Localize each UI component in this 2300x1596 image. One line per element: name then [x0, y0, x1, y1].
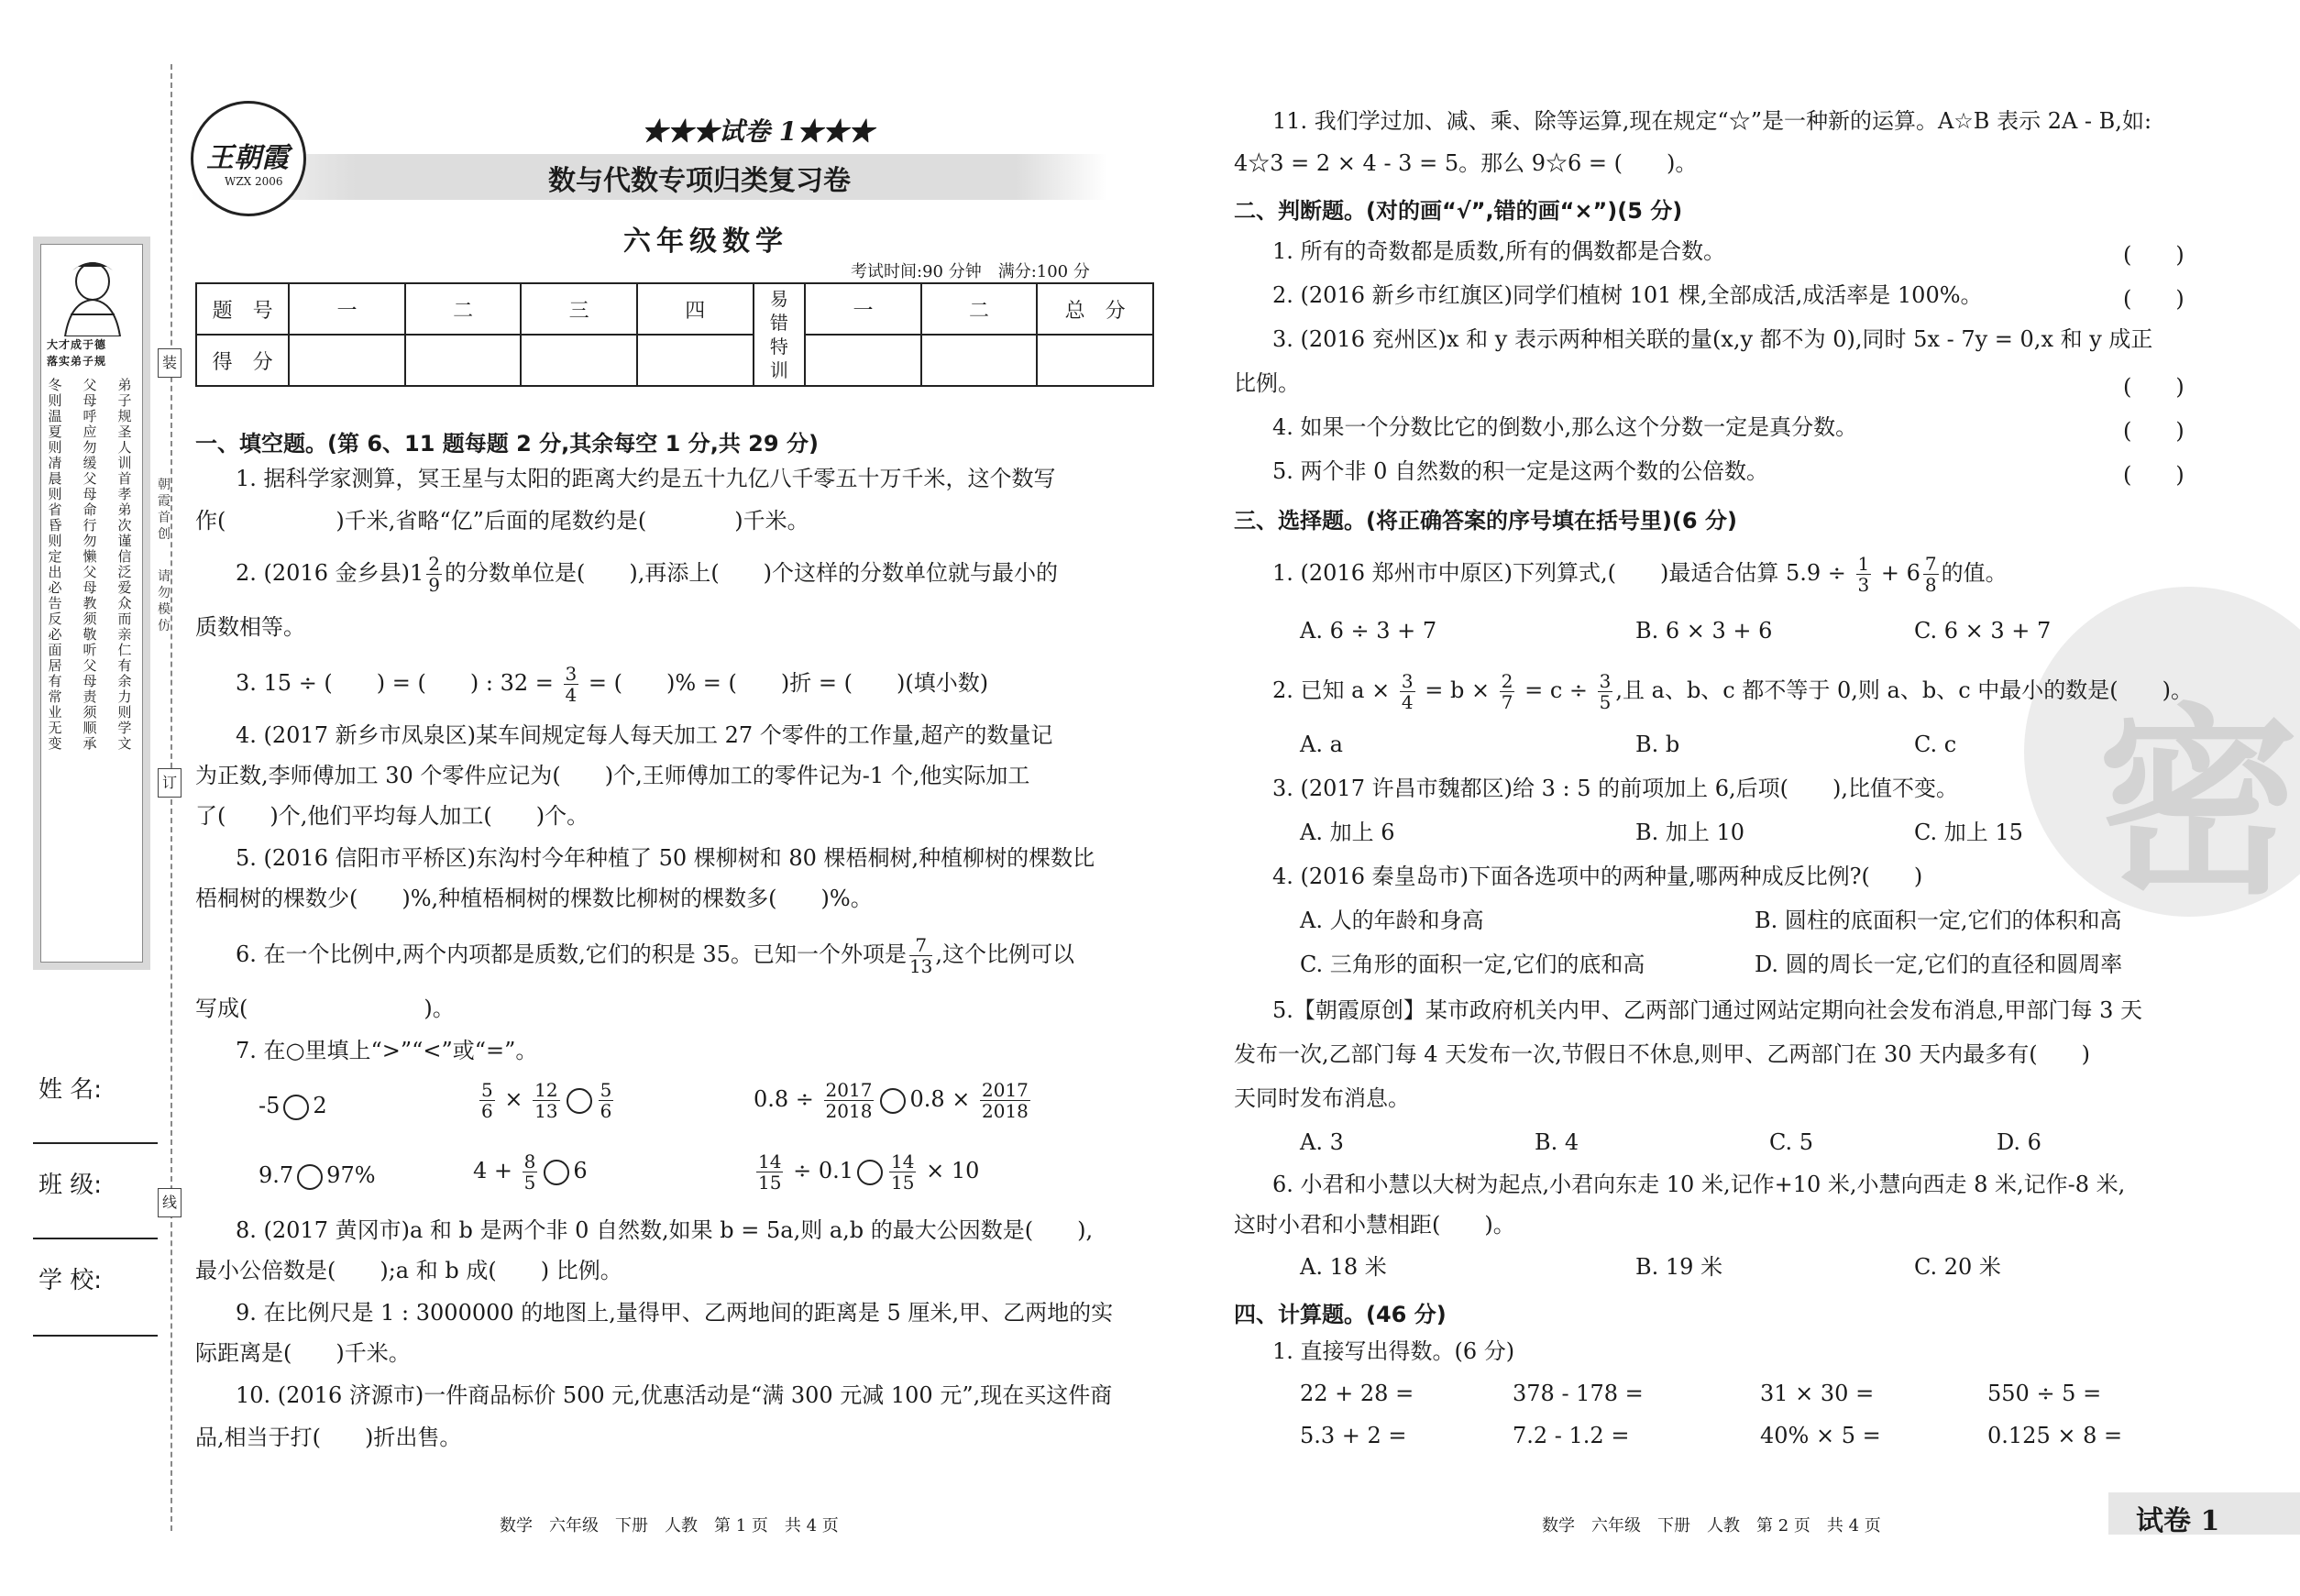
binding-mark-ding: 订 — [158, 768, 182, 798]
question-9-line-1: 9. 在比例尺是 1 : 3000000 的地图上,量得甲、乙两地间的距离是 5 厘米,甲、乙两地的实 — [236, 1300, 1114, 1326]
score-header-cell: 四 — [637, 283, 754, 335]
page-title: 数与代数专项归类复习卷 — [548, 165, 851, 197]
question-7-title: 7. 在○里填上“>”“<”或“=”。 — [236, 1038, 538, 1063]
fraction-3-4: $\frac{3}{4}$ — [565, 663, 578, 706]
right-page-footer: 数学 六年级 下册 人教 第 2 页 共 4 页 — [1542, 1516, 1881, 1535]
choice-3-option-b[interactable]: B. 加上 10 — [1635, 820, 1745, 845]
choice-3-option-a[interactable]: A. 加上 6 — [1300, 820, 1395, 845]
judge-5-answer[interactable]: ( ) — [2123, 462, 2184, 488]
question-8-line-1: 8. (2017 黄冈市)a 和 b 是两个非 0 自然数,如果 b = 5a,则 a,b 的最大公因数是( ), — [236, 1217, 1094, 1243]
judge-3-line-1: 3. (2016 兖州区)x 和 y 表示两种相关联的量(x,y 都不为 0),同时 5x - 7y = 0,x 和 y 成正 — [1272, 326, 2153, 352]
score-input-cell[interactable] — [405, 335, 522, 386]
logo-subtext: WZX 2006 — [225, 175, 283, 188]
calc-item[interactable]: 378 - 178 = — [1513, 1381, 1644, 1406]
question-11-line-1: 11. 我们学过加、减、乘、除等运算,现在规定“☆”是一种新的运算。A☆B 表示 2A - B,如: — [1272, 108, 2152, 134]
compare-item-3: 0.8 ÷ $\frac{2017}{2018}$ 0.8 × $\frac{2017}{2018}$ — [754, 1079, 1029, 1122]
question-6-line-2: 写成( )。 — [195, 996, 455, 1021]
question-1-line-1: 1. 据科学家测算，冥王星与太阳的距离大约是五十九亿八千零五十万千米，这个数写 — [236, 466, 1056, 491]
side-verse-col-3: 冬则温夏则凊晨则省昏则定出必告反必面居有常业无变 — [48, 377, 62, 752]
class-line[interactable] — [33, 1238, 158, 1239]
brand-logo — [191, 101, 306, 216]
choice-5-option-a[interactable]: A. 3 — [1300, 1129, 1344, 1155]
judge-2: 2. (2016 新乡市红旗区)同学们植树 101 棵,全部成活,成活率是 100%。 — [1272, 282, 1983, 308]
score-header-cell: 一 — [289, 283, 405, 335]
score-input-cell[interactable] — [637, 335, 754, 386]
name-line[interactable] — [33, 1142, 158, 1144]
compare-item-6: $\frac{14}{15}$ ÷ 0.1 $\frac{14}{15}$ × 10 — [758, 1150, 980, 1194]
question-5-line-2: 梧桐树的棵数少( )%,种植梧桐树的棵数比柳树的棵数多( )%。 — [195, 886, 873, 911]
question-9-line-2: 际距离是( )千米。 — [195, 1340, 411, 1366]
side-motto-1: 大才成于德 — [47, 338, 107, 351]
choice-2-option-c[interactable]: C. c — [1914, 732, 1957, 757]
question-10-line-2: 品,相当于打( )折出售。 — [195, 1425, 462, 1450]
score-input-cell[interactable] — [805, 335, 921, 386]
question-2-suffix: 的分数单位是( ),再添上( )个这样的分数单位就与最小的 — [444, 560, 1059, 586]
choice-1-option-b[interactable]: B. 6 × 3 + 6 — [1635, 618, 1773, 644]
choice-2-option-b[interactable]: B. b — [1635, 732, 1680, 757]
judge-4: 4. 如果一个分数比它的倒数小,那么这个分数一定是真分数。 — [1272, 414, 1858, 440]
judge-5: 5. 两个非 0 自然数的积一定是这两个数的公倍数。 — [1272, 458, 1769, 484]
judge-3-line-2: 比例。 — [1234, 370, 1300, 396]
choice-1-option-c[interactable]: C. 6 × 3 + 7 — [1914, 618, 2052, 644]
question-1-line-2: 作( )千米,省略“亿”后面的尾数约是( )千米。 — [195, 508, 809, 534]
question-11-line-2: 4☆3 = 2 × 4 - 3 = 5。那么 9☆6 = ( )。 — [1234, 150, 1698, 176]
score-input-cell[interactable] — [289, 335, 405, 386]
score-input-cell[interactable] — [1037, 335, 1153, 386]
compare-circle[interactable] — [567, 1088, 592, 1114]
choice-4-option-c[interactable]: C. 三角形的面积一定,它们的底和高 — [1300, 952, 1645, 977]
side-verse-col-1: 弟子规圣人训首孝弟次谨信泛爱众而亲仁有余力则学文 — [117, 377, 132, 752]
score-input-cell[interactable] — [921, 335, 1038, 386]
score-table — [195, 282, 1154, 387]
binding-note-2: 请勿模仿 — [158, 569, 171, 633]
compare-circle[interactable] — [857, 1160, 883, 1185]
mixed-number-fraction: $\frac{2}{9}$ — [428, 553, 440, 596]
compare-circle[interactable] — [880, 1088, 906, 1114]
question-8-line-2: 最小公倍数是( );a 和 b 成( ) 比例。 — [195, 1258, 622, 1283]
logo-text: 王朝霞 — [206, 142, 289, 174]
compare-item-1: -5 2 — [259, 1093, 327, 1118]
school-label: 学 校: — [39, 1267, 103, 1294]
question-2-line-1 — [236, 554, 1058, 595]
question-10-line-1: 10. (2016 济源市)一件商品标价 500 元,优惠活动是“满 300 元减 100 元”,现在买这件商 — [236, 1382, 1113, 1408]
section-choice-title: 三、选择题。(将正确答案的序号填在括号里)(6 分) — [1234, 508, 1737, 534]
question-2-prefix: 2. (2016 金乡县)1 — [236, 560, 424, 586]
question-4-line-2: 为正数,李师傅加工 30 个零件应记为( )个,王师傅加工的零件记为-1 个,他实际加工 — [195, 763, 1030, 788]
compare-circle[interactable] — [283, 1095, 309, 1120]
binding-mark-xian: 线 — [158, 1188, 182, 1217]
choice-6-option-b[interactable]: B. 19 米 — [1635, 1254, 1723, 1280]
calc-item[interactable]: 31 × 30 = — [1760, 1381, 1875, 1406]
left-page-footer: 数学 六年级 下册 人教 第 1 页 共 4 页 — [500, 1516, 839, 1535]
choice-5-option-d[interactable]: D. 6 — [1997, 1129, 2041, 1155]
section-judgement-title: 二、判断题。(对的画“√”,错的画“×”)(5 分) — [1234, 198, 1683, 224]
compare-item-5: 4 + $\frac{8}{5}$ 6 — [473, 1150, 588, 1194]
score-header-cell-special: 易错特训 — [754, 283, 806, 386]
side-strip — [33, 237, 150, 970]
calc-item[interactable]: 40% × 5 = — [1760, 1423, 1881, 1448]
choice-3-option-c[interactable]: C. 加上 15 — [1914, 820, 2023, 845]
score-header-cell: 三 — [521, 283, 637, 335]
compare-item-2: $\frac{5}{6}$ × $\frac{12}{13}$ $\frac{5}{6}$ — [481, 1079, 612, 1122]
compare-circle[interactable] — [297, 1164, 323, 1190]
choice-3: 3. (2017 许昌市魏都区)给 3 : 5 的前项加上 6,后项( ),比值不变。 — [1272, 776, 1958, 801]
choice-4: 4. (2016 秦皇岛市)下面各选项中的两种量,哪两种成反比例?( ) — [1272, 864, 1923, 889]
scholar-portrait-icon — [52, 254, 133, 336]
question-2-line-2: 质数相等。 — [195, 614, 305, 640]
choice-2: 2. 已知 a × $\frac{3}{4}$ = b × $\frac{2}{7}$ = c ÷ $\frac{3}{5}$ ,且 a、b、c 都不等于 0,则 a、b、c 中最小的数是( )。 — [1272, 670, 2193, 713]
question-6-line-1: 6. 在一个比例中,两个内项都是质数,它们的积是 35。已知一个外项是 $\frac{7}{13}$ ,这个比例可以 — [236, 934, 1075, 977]
judge-1: 1. 所有的奇数都是质数,所有的偶数都是合数。 — [1272, 238, 1726, 264]
score-table-header-row — [196, 283, 1153, 335]
question-5-line-1: 5. (2016 信阳市平桥区)东沟村今年种植了 50 棵柳树和 80 棵梧桐树,种植柳树的棵数比 — [236, 845, 1095, 871]
exam-info: 考试时间:90 分钟 满分:100 分 — [851, 262, 1090, 281]
choice-6-option-a[interactable]: A. 18 米 — [1300, 1254, 1387, 1280]
choice-1-option-a[interactable]: A. 6 ÷ 3 + 7 — [1300, 618, 1437, 644]
judge-2-answer[interactable]: ( ) — [2123, 286, 2184, 312]
score-header-cell: 一 — [805, 283, 921, 335]
choice-5-line-2: 发布一次,乙部门每 4 天发布一次,节假日不休息,则甲、乙两部门在 30 天内最多有( ) — [1234, 1041, 2090, 1067]
question-4-line-3: 了( )个,他们平均每人加工( )个。 — [195, 803, 589, 829]
calc-item[interactable]: 5.3 + 2 = — [1300, 1423, 1407, 1448]
binding-dashed-line — [171, 64, 172, 1531]
choice-1: 1. (2016 郑州市中原区)下列算式,( )最适合估算 5.9 ÷ $\frac{1}{3}$ + 6 $\frac{7}{8}$ 的值。 — [1272, 553, 2008, 596]
choice-4-option-a[interactable]: A. 人的年龄和身高 — [1300, 908, 1484, 933]
binding-mark-zhuang: 装 — [158, 348, 182, 378]
section-fill-blank-title: 一、填空题。(第 6、11 题每题 2 分,其余每空 1 分,共 29 分) — [195, 431, 819, 457]
calc-item[interactable]: 0.125 × 8 = — [1987, 1423, 2123, 1448]
judge-1-answer[interactable]: ( ) — [2123, 242, 2184, 268]
choice-6-line-1: 6. 小君和小慧以大树为起点,小君向东走 10 米,记作+10 米,小慧向西走 8 米,记作-8 米, — [1272, 1172, 2126, 1197]
watermark-text: 密 — [2097, 687, 2300, 917]
side-motto-2: 落实弟子规 — [47, 355, 107, 368]
choice-5-option-b[interactable]: B. 4 — [1535, 1129, 1579, 1155]
name-label: 姓 名: — [39, 1076, 103, 1104]
choice-2-option-a[interactable]: A. a — [1300, 732, 1343, 757]
choice-5-option-c[interactable]: C. 5 — [1769, 1129, 1814, 1155]
compare-item-4: 9.7 97% — [259, 1162, 376, 1188]
school-line[interactable] — [33, 1335, 158, 1337]
paper-tag: ★★★试卷 1★★★ — [642, 116, 875, 147]
score-header-cell: 总 分 — [1037, 283, 1153, 335]
judge-3-answer[interactable]: ( ) — [2123, 374, 2184, 400]
grade-title: 六年级数学 — [623, 226, 788, 258]
calc-item[interactable]: 550 ÷ 5 = — [1987, 1381, 2102, 1406]
question-3: 3. 15 ÷ ( ) = ( ) : 32 = $\frac{3}{4}$ = ( )% = ( )折 = ( )(填小数) — [236, 663, 989, 706]
choice-5-line-3: 天同时发布消息。 — [1234, 1085, 1410, 1111]
compare-circle[interactable] — [544, 1160, 569, 1185]
score-input-cell[interactable] — [521, 335, 637, 386]
side-verse-col-2: 父母呼应勿缓父母命行勿懒父母教须敬听父母责须顺承 — [83, 377, 97, 752]
score-table-score-row — [196, 335, 1153, 386]
section-calc-title: 四、计算题。(46 分) — [1234, 1302, 1447, 1327]
choice-6-option-c[interactable]: C. 20 米 — [1914, 1254, 2001, 1280]
question-4-line-1: 4. (2017 新乡市凤泉区)某车间规定每人每天加工 27 个零件的工作量,超产的数量记 — [236, 722, 1053, 748]
score-row-label: 得 分 — [196, 335, 289, 386]
choice-4-option-d[interactable]: D. 圆的周长一定,它们的直径和圆周率 — [1755, 952, 2123, 977]
secret-watermark — [2024, 587, 2300, 917]
class-label: 班 级: — [39, 1172, 103, 1199]
choice-5-line-1: 5.【朝霞原创】某市政府机关内甲、乙两部门通过网站定期向社会发布消息,甲部门每 3 天 — [1272, 997, 2143, 1023]
calc-item[interactable]: 7.2 - 1.2 = — [1513, 1423, 1630, 1448]
binding-note-1: 朝霞首创 — [158, 478, 171, 542]
score-header-cell: 二 — [405, 283, 522, 335]
fraction-7-13: $\frac{7}{13}$ — [908, 934, 933, 977]
judge-4-answer[interactable]: ( ) — [2123, 418, 2184, 444]
calc-subtitle: 1. 直接写出得数。(6 分) — [1272, 1338, 1515, 1364]
paper-corner-tag-text: 试卷 1 — [2136, 1505, 2220, 1537]
side-strip-panel — [40, 244, 143, 963]
choice-6-line-2: 这时小君和小慧相距( )。 — [1234, 1212, 1515, 1238]
choice-4-option-b[interactable]: B. 圆柱的底面积一定,它们的体积和高 — [1755, 908, 2122, 933]
score-header-cell: 二 — [921, 283, 1038, 335]
score-header-cell: 题 号 — [196, 283, 289, 335]
calc-item[interactable]: 22 + 28 = — [1300, 1381, 1414, 1406]
